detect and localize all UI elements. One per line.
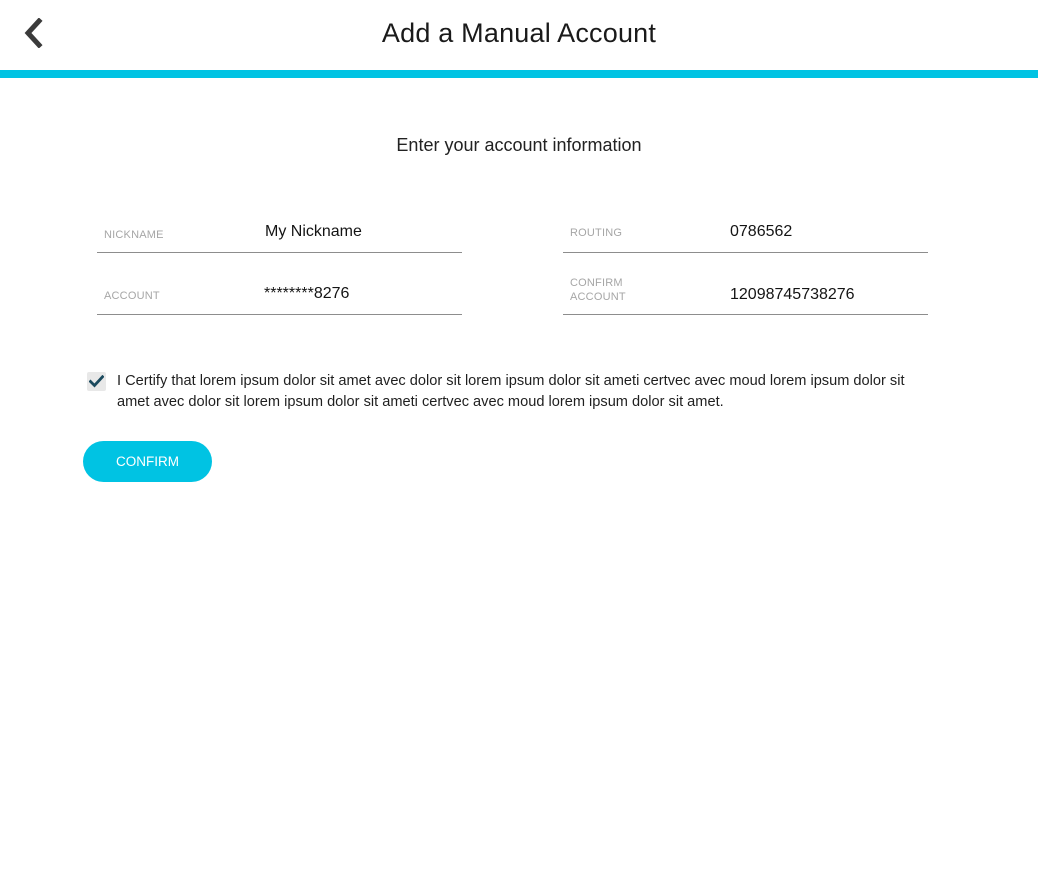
- confirm-account-input[interactable]: [730, 286, 920, 304]
- nickname-field: [97, 201, 462, 253]
- confirm-button[interactable]: CONFIRM: [83, 441, 212, 482]
- checkmark-icon: [89, 375, 104, 388]
- account-field: [97, 263, 462, 315]
- certification-text: I Certify that lorem ipsum dolor sit amet avec dolor sit lorem ipsum dolor sit ameti certvec avec moud lorem ipsum dolor sit amet avec dolor sit lorem ipsum dolor sit ameti certvec avec moud lorem ipsum dolor sit amet.: [117, 373, 905, 410]
- certify-checkbox[interactable]: [87, 372, 106, 391]
- page-title: Add a Manual Account: [381, 18, 657, 48]
- confirm-account-label-line1: CONFIRM: [570, 277, 623, 289]
- header-accent-bar: [0, 70, 1038, 78]
- account-label: ACCOUNT: [104, 290, 160, 302]
- routing-field: [563, 201, 928, 253]
- nickname-input[interactable]: [265, 223, 455, 241]
- routing-label: ROUTING: [570, 227, 623, 239]
- routing-input[interactable]: [730, 223, 920, 241]
- form-subtitle: Enter your account information: [396, 135, 642, 155]
- nickname-label: NICKNAME: [104, 229, 164, 241]
- confirm-account-field: [563, 263, 928, 315]
- confirm-account-label: [570, 276, 626, 304]
- account-input[interactable]: [264, 285, 454, 303]
- confirm-account-label-line2: ACCOUNT: [570, 291, 626, 303]
- header: [0, 0, 1038, 70]
